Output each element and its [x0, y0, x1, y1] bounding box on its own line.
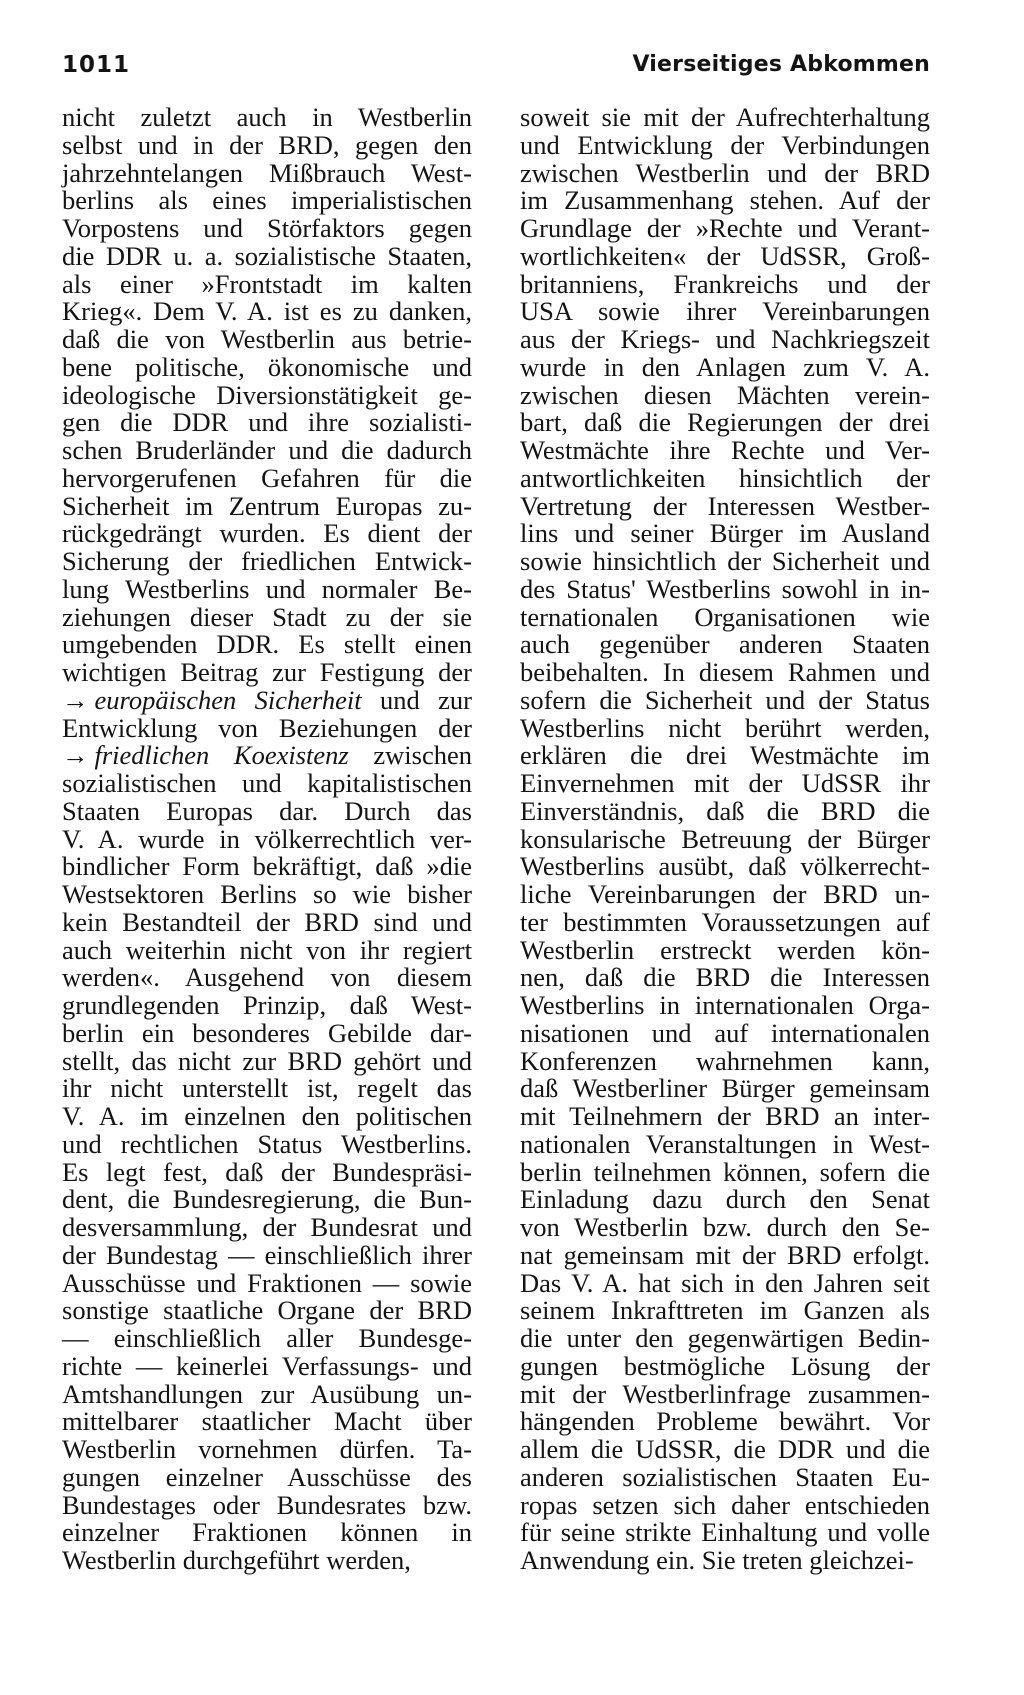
text-line: [520, 906, 930, 937]
line-text: werden«. Ausgehend von diesem: [62, 962, 472, 993]
line-text: hervorgerufenen Gefahren für die: [62, 462, 472, 493]
line-text: Einladung dazu durch den Senat: [520, 1184, 930, 1215]
text-line: [520, 1519, 930, 1547]
text-line: [520, 351, 930, 382]
line-text: von Westberlin bzw. durch den Se-: [520, 1212, 930, 1242]
text-line: [62, 1436, 472, 1464]
text-line: [62, 1103, 472, 1131]
text-line: [62, 1214, 472, 1242]
line-text: Ausschüsse und Fraktionen — sowie: [62, 1267, 472, 1298]
running-head: Vierseitiges Abkommen: [632, 52, 930, 77]
text-line: [62, 712, 472, 743]
text-line: [62, 104, 472, 132]
line-text: seinem Inkrafttreten im Ganzen als: [520, 1295, 930, 1326]
line-text: Krieg«. Dem V. A. ist es zu danken,: [62, 296, 472, 327]
text-line: [520, 795, 930, 826]
text-line: [520, 712, 930, 743]
line-text: berlin ein besonderes Gebilde dar-: [62, 1017, 472, 1048]
text-line: [62, 1156, 472, 1187]
cross-reference-term: friedlichen Koexistenz: [94, 740, 349, 771]
line-text: und rechtlichen Status Westberlins.: [62, 1128, 472, 1159]
line-text: Entwicklung von Beziehungen der: [62, 712, 472, 743]
line-text: ihr nicht unterstellt ist, regelt das: [62, 1073, 472, 1104]
text-line: [520, 1017, 930, 1048]
text-line: [520, 490, 930, 521]
line-text: wurde in den Anlagen zum V. A.: [520, 351, 930, 382]
text-line: [520, 1325, 930, 1353]
line-text: ideologische Diversionstätigkeit ge-: [62, 379, 472, 410]
text-line: [62, 490, 472, 521]
line-text: zwischen diesen Mächten verein-: [520, 379, 930, 410]
text-line: [520, 631, 930, 659]
text-line: [62, 268, 472, 299]
text-line: [520, 1378, 930, 1409]
line-text: wortlichkeiten« der UdSSR, Groß-: [520, 240, 930, 271]
text-line: [520, 379, 930, 410]
line-text: Westsektoren Berlins so wie bisher: [62, 879, 472, 909]
text-line: [520, 520, 930, 548]
line-text: Vorpostens und Störfaktors gegen: [62, 213, 472, 243]
line-text: nicht zuletzt auch in Westberlin: [62, 102, 472, 132]
text-line: [520, 573, 930, 604]
text-line: [62, 853, 472, 881]
line-text: für seine strikte Einhaltung und volle: [520, 1517, 930, 1548]
line-text: daß die von Westberlin aus betrie-: [62, 324, 472, 354]
text-line: [62, 437, 472, 465]
line-text: — einschließlich aller Bundesge-: [62, 1323, 472, 1353]
text-line: [62, 992, 472, 1020]
line-text: grundlegenden Prinzip, daß West-: [62, 990, 472, 1020]
text-line: [62, 1267, 472, 1298]
line-text: gungen einzelner Ausschüsse des: [62, 1461, 472, 1492]
text-line: [62, 326, 472, 354]
line-text: berlin teilnehmen können, sofern die: [520, 1156, 930, 1187]
text-line: [62, 964, 472, 992]
line-text: auch gegenüber anderen Staaten: [520, 629, 930, 660]
line-text: nen, daß die BRD die Interessen: [520, 962, 930, 993]
text-line: [520, 684, 930, 715]
text-line: [520, 601, 930, 632]
line-text: im Zusammenhang stehen. Auf der: [520, 185, 930, 216]
text-line: [520, 853, 930, 881]
line-text: umgebenden DDR. Es stellt einen: [62, 629, 472, 660]
line-text: soweit sie mit der Aufrechterhaltung: [520, 102, 930, 132]
text-line: [520, 1408, 930, 1436]
line-text: die unter den gegenwärtigen Bedin-: [520, 1323, 930, 1353]
line-text: nat gemeinsam mit der BRD erfolgt.: [520, 1239, 930, 1270]
line-text: Westberlin durchgeführt werden,: [62, 1545, 411, 1575]
line-text: V. A. im einzelnen den politischen: [62, 1101, 472, 1131]
line-text: allem die UdSSR, die DDR und die: [520, 1434, 930, 1464]
text-line: [62, 934, 472, 965]
line-text: Westmächte ihre Rechte und Ver-: [520, 435, 930, 465]
line-text: USA sowie ihrer Vereinbarungen: [520, 296, 930, 327]
line-text: lung Westberlins und normaler Be-: [62, 573, 472, 604]
line-text: schen Bruderländer und die dadurch: [62, 435, 472, 465]
line-text: ternationalen Organisationen wie: [520, 601, 930, 632]
line-text: gen die DDR und ihre sozialisti-: [62, 407, 472, 438]
line-text: richte — keinerlei Verfassungs- und: [62, 1350, 472, 1381]
line-text: Westberlin vornehmen dürfen. Ta-: [62, 1434, 472, 1464]
line-text: gungen bestmögliche Lösung der: [520, 1350, 930, 1381]
line-text: der Bundestag — einschließlich ihrer: [62, 1239, 472, 1270]
line-text: antwortlichkeiten hinsichtlich der: [520, 462, 930, 493]
text-line: [62, 409, 472, 437]
text-line: [520, 1186, 930, 1214]
text-line: [520, 1350, 930, 1381]
line-text: liche Vereinbarungen der BRD un-: [520, 879, 930, 909]
text-line: [62, 631, 472, 659]
line-text: selbst und in der BRD, gegen den: [62, 129, 472, 160]
cross-reference-arrow-icon: →: [62, 740, 89, 771]
line-text: zwischen Westberlin und der BRD: [520, 157, 930, 188]
line-text: Sicherheit im Zentrum Europas zu-: [62, 490, 472, 521]
line-text: beibehalten. In diesem Rahmen und: [520, 657, 930, 687]
line-text: mit der Westberlinfrage zusammen-: [520, 1378, 930, 1409]
line-text: britanniens, Frankreichs und der: [520, 268, 930, 299]
text-line: [520, 659, 930, 687]
line-text: Bundestages oder Bundesrates bzw.: [62, 1489, 472, 1520]
text-line: [62, 1186, 472, 1214]
text-line: [62, 1519, 472, 1547]
line-text: aus der Kriegs- und Nachkriegszeit: [520, 324, 930, 354]
text-line: [520, 770, 930, 798]
text-line: [520, 742, 930, 770]
text-line: [520, 129, 930, 160]
text-line: [520, 1128, 930, 1159]
line-text: bene politische, ökonomische und: [62, 351, 472, 382]
text-line: [62, 187, 472, 215]
text-line: [520, 1045, 930, 1076]
line-text: Westberlin erstreckt werden kön-: [520, 934, 930, 965]
line-text: Einvernehmen mit der UdSSR ihr: [520, 768, 930, 798]
text-line: [520, 1239, 930, 1270]
left-text-column: [62, 104, 472, 1575]
line-text: Westberlins in internationalen Orga-: [520, 990, 930, 1020]
text-line: [62, 684, 472, 715]
text-line: [520, 1103, 930, 1131]
text-line: [62, 795, 472, 826]
text-line: [62, 351, 472, 382]
line-text: berlins als eines imperialistischen: [62, 185, 472, 216]
line-text: bindlicher Form bekräftigt, daß »die: [62, 851, 472, 882]
text-line: [62, 298, 472, 326]
line-text: kein Bestandteil der BRD sind und: [62, 906, 472, 937]
text-line: [520, 409, 930, 437]
line-text: des Status' Westberlins sowohl in in-: [520, 573, 930, 604]
line-text: rückgedrängt wurden. Es dient der: [62, 518, 472, 549]
text-line: [62, 157, 472, 188]
text-line: [520, 1075, 930, 1103]
text-line: [520, 1156, 930, 1187]
text-line: [62, 1378, 472, 1409]
line-text: desversammlung, der Bundesrat und: [62, 1212, 472, 1242]
text-line: [62, 881, 472, 909]
line-text: mit Teilnehmern der BRD an inter-: [520, 1101, 930, 1131]
line-text: nisationen und auf internationalen: [520, 1017, 930, 1048]
line-text: jahrzehntelangen Mißbrauch West-: [62, 157, 472, 188]
page-number: 1011: [62, 52, 131, 78]
text-line: [62, 659, 472, 687]
text-line: [520, 187, 930, 215]
line-text: Sicherung der friedlichen Entwick-: [62, 546, 472, 576]
line-text: V. A. wurde in völkerrechtlich ver-: [62, 823, 472, 854]
text-line: [62, 379, 472, 410]
text-line: [520, 437, 930, 465]
line-text: ter bestimmten Voraussetzungen auf: [520, 906, 930, 937]
page-header: [62, 52, 930, 88]
line-text: anderen sozialistischen Staaten Eu-: [520, 1461, 930, 1492]
line-text: nationalen Veranstaltungen in West-: [520, 1128, 930, 1159]
text-line: [520, 1489, 930, 1520]
line-text: Einverständnis, daß die BRD die: [520, 795, 930, 826]
text-line: [62, 1017, 472, 1048]
line-text: ziehungen dieser Stadt zu der sie: [62, 601, 472, 632]
text-line: [62, 1408, 472, 1436]
text-line: [62, 129, 472, 160]
text-line: [62, 1325, 472, 1353]
line-text: zwischen: [348, 740, 472, 771]
text-line: [62, 1128, 472, 1159]
text-line: [62, 573, 472, 604]
line-text: sozialistischen und kapitalistischen: [62, 768, 472, 798]
right-text-column: [520, 104, 930, 1575]
text-line: [62, 1239, 472, 1270]
line-text: stellt, das nicht zur BRD gehört und: [62, 1045, 472, 1076]
line-text: Westberlins nicht berührt werden,: [520, 712, 930, 743]
text-line: [62, 823, 472, 854]
cross-reference-term: europäischen Sicherheit: [94, 684, 362, 715]
line-text: Konferenzen wahrnehmen kann,: [520, 1045, 930, 1076]
line-text: Staaten Europas dar. Durch das: [62, 795, 472, 826]
text-line: [62, 520, 472, 548]
text-line: [62, 742, 472, 770]
text-line: [62, 215, 472, 243]
text-line: [520, 462, 930, 493]
text-line: [62, 1350, 472, 1381]
text-line: [62, 240, 472, 271]
text-line: [520, 268, 930, 299]
text-line: [520, 548, 930, 576]
text-line: [520, 157, 930, 188]
line-text: einzelner Fraktionen können in: [62, 1517, 472, 1548]
text-line: [520, 1461, 930, 1492]
line-text: bart, daß die Regierungen der drei: [520, 407, 930, 438]
text-line: [520, 934, 930, 965]
line-text: wichtigen Beitrag zur Festigung der: [62, 657, 472, 687]
text-line: [520, 240, 930, 271]
text-line: [62, 1461, 472, 1492]
text-line: [62, 906, 472, 937]
line-text: und Entwicklung der Verbindungen: [520, 129, 930, 160]
text-line: [62, 1297, 472, 1325]
text-line: [520, 298, 930, 326]
text-line: [520, 1436, 930, 1464]
line-text: dent, die Bundesregierung, die Bun-: [62, 1184, 472, 1215]
line-text: Vertretung der Interessen Westber-: [520, 490, 930, 521]
text-line: [62, 548, 472, 576]
text-line: [520, 104, 930, 132]
text-line: [520, 1547, 930, 1575]
text-line: [62, 770, 472, 798]
line-text: Es legt fest, daß der Bundespräsi-: [62, 1156, 472, 1187]
line-text: Grundlage der »Rechte und Verant-: [520, 213, 930, 243]
line-text: auch weiterhin nicht von ihr regiert: [62, 934, 472, 965]
text-line: [62, 1075, 472, 1103]
line-text: Anwendung ein. Sie treten gleichzei-: [520, 1545, 914, 1575]
text-line: [62, 1489, 472, 1520]
line-text: ropas setzen sich daher entschieden: [520, 1489, 930, 1520]
line-text: Das V. A. hat sich in den Jahren seit: [520, 1267, 930, 1298]
text-line: [520, 823, 930, 854]
line-text: sowie hinsichtlich der Sicherheit und: [520, 546, 930, 576]
text-line: [62, 1547, 472, 1575]
line-text: lins und seiner Bürger im Ausland: [520, 518, 930, 549]
line-text: konsularische Betreuung der Bürger: [520, 823, 930, 854]
text-line: [520, 881, 930, 909]
line-text: hängenden Probleme bewährt. Vor: [520, 1406, 930, 1437]
line-text: daß Westberliner Bürger gemeinsam: [520, 1073, 930, 1104]
line-text: sofern die Sicherheit und der Status: [520, 684, 930, 715]
text-line: [520, 1214, 930, 1242]
line-text: Westberlins ausübt, daß völkerrecht-: [520, 851, 930, 882]
text-line: [62, 462, 472, 493]
text-line: [520, 992, 930, 1020]
line-text: die DDR u. a. sozialistische Staaten,: [62, 240, 472, 271]
line-text: sonstige staatliche Organe der BRD: [62, 1295, 472, 1326]
text-line: [520, 326, 930, 354]
line-text: und zur: [361, 684, 472, 715]
text-line: [62, 601, 472, 632]
line-text: erklären die drei Westmächte im: [520, 740, 930, 771]
text-line: [520, 1267, 930, 1298]
line-text: als einer »Frontstadt im kalten: [62, 268, 472, 299]
line-text: Amtshandlungen zur Ausübung un-: [62, 1378, 472, 1409]
text-line: [520, 215, 930, 243]
cross-reference-arrow-icon: →: [62, 684, 89, 715]
text-line: [520, 1297, 930, 1325]
text-line: [62, 1045, 472, 1076]
text-line: [520, 964, 930, 992]
line-text: mittelbarer staatlicher Macht über: [62, 1406, 472, 1437]
